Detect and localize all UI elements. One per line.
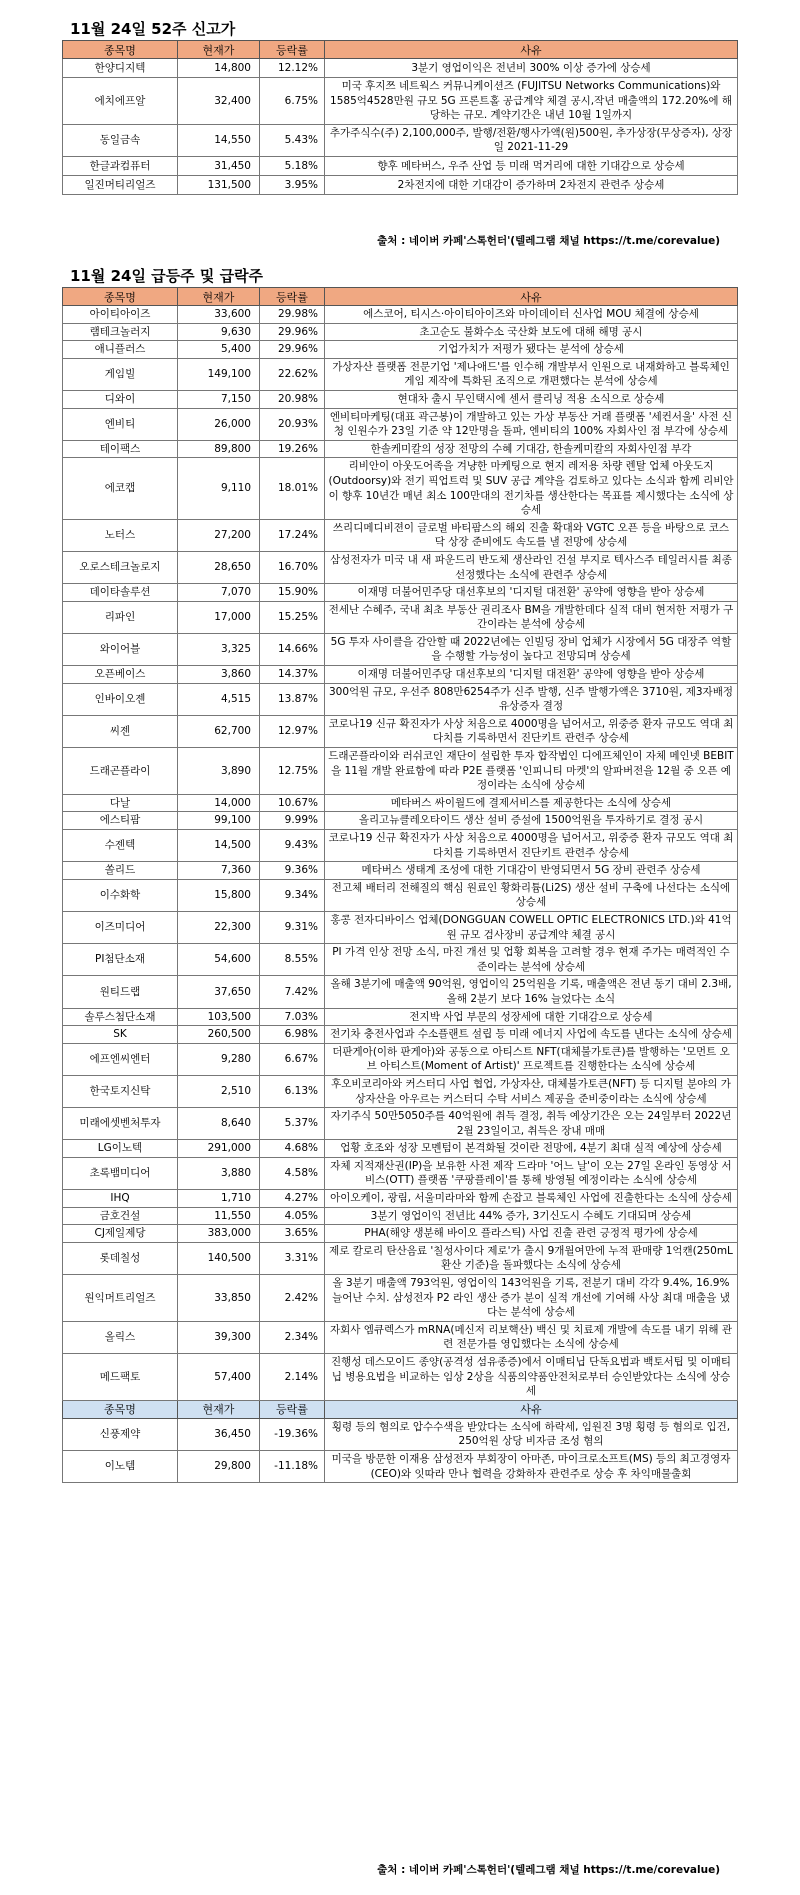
reason: 자체 지적재산권(IP)을 보유한 사전 제작 드라마 '어느 날'이 오는 27일 온라인 동영상 서비스(OTT) 플랫폼 '쿠팡플레이'를 통해 방영될 예정이라는 소식에 상승세 xyxy=(325,1157,738,1189)
change-rate: 9.34% xyxy=(260,879,325,911)
stock-name: 아이티아이즈 xyxy=(63,306,178,324)
stock-name: 신풍제약 xyxy=(63,1418,178,1450)
change-rate: 9.31% xyxy=(260,911,325,943)
stock-name: 노터스 xyxy=(63,519,178,551)
stock-name: 인바이오젠 xyxy=(63,683,178,715)
stock-name: 원티드랩 xyxy=(63,976,178,1008)
table-row xyxy=(63,1075,738,1107)
table-row xyxy=(63,601,738,633)
current-price: 33,850 xyxy=(178,1275,260,1322)
stock-name: CJ제일제당 xyxy=(63,1225,178,1243)
change-rate: 12.12% xyxy=(260,59,325,78)
change-rate: 22.62% xyxy=(260,358,325,390)
stock-name: 원익머트리얼즈 xyxy=(63,1275,178,1322)
table-row xyxy=(63,1108,738,1140)
stock-name: 와이어블 xyxy=(63,633,178,665)
change-rate: 29.96% xyxy=(260,323,325,341)
table-row xyxy=(63,879,738,911)
reason: 메타버스 생태계 조성에 대한 기대감이 반영되면서 5G 장비 관련주 상승세 xyxy=(325,862,738,880)
fall-header-row xyxy=(63,1400,738,1418)
change-rate: 17.24% xyxy=(260,519,325,551)
reason: 기업가치가 저평가 됐다는 분석에 상승세 xyxy=(325,341,738,359)
reason: 전기차 충전사업과 수소플랜트 설립 등 미래 에너지 사업에 속도를 낸다는 소식에 상승세 xyxy=(325,1026,738,1044)
current-price: 2,510 xyxy=(178,1075,260,1107)
table-row xyxy=(63,306,738,324)
column-header: 사유 xyxy=(325,1400,738,1418)
change-rate: 2.34% xyxy=(260,1321,325,1353)
current-price: 291,000 xyxy=(178,1140,260,1158)
current-price: 149,100 xyxy=(178,358,260,390)
current-price: 4,515 xyxy=(178,683,260,715)
stock-name: 금호건설 xyxy=(63,1207,178,1225)
current-price: 9,630 xyxy=(178,323,260,341)
table-row xyxy=(63,175,738,194)
current-price: 33,600 xyxy=(178,306,260,324)
current-price: 89,800 xyxy=(178,440,260,458)
change-rate: 13.87% xyxy=(260,683,325,715)
reason: 초고순도 불화수소 국산화 보도에 대해 해명 공시 xyxy=(325,323,738,341)
current-price: 14,000 xyxy=(178,794,260,812)
reason: 삼성전자가 미국 내 새 파운드리 반도체 생산라인 건설 부지로 텍사스주 테일러시를 최종 선정했다는 소식에 관련주 상승세 xyxy=(325,551,738,583)
column-header: 등락률 xyxy=(260,288,325,306)
current-price: 9,280 xyxy=(178,1043,260,1075)
reason: 업황 호조와 성장 모멘텀이 본격화될 것이란 전망에, 4분기 최대 실적 예상에 상승세 xyxy=(325,1140,738,1158)
table-header-row xyxy=(63,288,738,306)
stock-name: 램테크놀러지 xyxy=(63,323,178,341)
reason: 메타버스 싸이월드에 결제서비스를 제공한다는 소식에 상승세 xyxy=(325,794,738,812)
current-price: 17,000 xyxy=(178,601,260,633)
table-row xyxy=(63,124,738,156)
table-row xyxy=(63,794,738,812)
current-price: 62,700 xyxy=(178,715,260,747)
change-rate: -11.18% xyxy=(260,1450,325,1482)
stock-name: 이수화학 xyxy=(63,879,178,911)
reason: 미국을 방문한 이재용 삼성전자 부회장이 아마존, 마이크로소프트(MS) 등의 최고경영자(CEO)와 잇따라 만나 협력을 강화하자 관련주로 상승 후 차익매물출회 xyxy=(325,1450,738,1482)
current-price: 54,600 xyxy=(178,944,260,976)
movers-table xyxy=(62,287,738,1483)
table-row xyxy=(63,551,738,583)
change-rate: 6.98% xyxy=(260,1026,325,1044)
current-price: 22,300 xyxy=(178,911,260,943)
current-price: 37,650 xyxy=(178,976,260,1008)
table-row xyxy=(63,584,738,602)
current-price: 260,500 xyxy=(178,1026,260,1044)
change-rate: 7.03% xyxy=(260,1008,325,1026)
current-price: 103,500 xyxy=(178,1008,260,1026)
change-rate: 15.25% xyxy=(260,601,325,633)
stock-name: 수젠텍 xyxy=(63,830,178,862)
stock-name: 다날 xyxy=(63,794,178,812)
column-header: 현재가 xyxy=(178,1400,260,1418)
stock-name: 에코캡 xyxy=(63,458,178,519)
section1-title: 11월 24일 52주 신고가 xyxy=(70,20,236,38)
change-rate: 29.98% xyxy=(260,306,325,324)
new-high-table xyxy=(62,40,738,195)
reason: 현대차 출시 무인택시에 센서 클리닝 적용 소식으로 상승세 xyxy=(325,390,738,408)
change-rate: -19.36% xyxy=(260,1418,325,1450)
reason: 전고체 배터리 전해질의 핵심 원료인 황화리튬(Li2S) 생산 설비 구축에 나선다는 소식에 상승세 xyxy=(325,879,738,911)
table-row xyxy=(63,1207,738,1225)
change-rate: 5.18% xyxy=(260,156,325,175)
section2-source: 출처 : 네이버 카페'스톡헌터'(텔레그램 채널 https://t.me/corevalue) xyxy=(377,1864,720,1876)
current-price: 140,500 xyxy=(178,1242,260,1274)
table-row xyxy=(63,1008,738,1026)
table-row xyxy=(63,748,738,795)
reason: 쓰리디메디비젼이 글로벌 바티팜스의 해외 진출 확대와 VGTC 오픈 등을 바탕으로 코스닥 상장 준비에도 속도를 낼 전망에 상승세 xyxy=(325,519,738,551)
change-rate: 12.97% xyxy=(260,715,325,747)
reason: 제로 칼로리 탄산음료 '칠성사이다 제로'가 출시 9개월여만에 누적 판매량 1억캔(250mL 환산 기준)을 돌파했다는 소식에 상승세 xyxy=(325,1242,738,1274)
current-price: 28,650 xyxy=(178,551,260,583)
current-price: 7,070 xyxy=(178,584,260,602)
current-price: 3,325 xyxy=(178,633,260,665)
reason: 아이오케이, 광림, 서울미라마와 함께 손잡고 블록체인 사업에 진출한다는 소식에 상승세 xyxy=(325,1190,738,1208)
current-price: 3,860 xyxy=(178,666,260,684)
current-price: 383,000 xyxy=(178,1225,260,1243)
reason: 5G 투자 사이클을 감안할 때 2022년에는 인빌딩 장비 업체가 시장에서 5G 대장주 역할을 수행할 가능성이 높다고 전망되며 상승세 xyxy=(325,633,738,665)
change-rate: 4.58% xyxy=(260,1157,325,1189)
stock-name: PI첨단소재 xyxy=(63,944,178,976)
table-row xyxy=(63,812,738,830)
table-row xyxy=(63,911,738,943)
change-rate: 4.05% xyxy=(260,1207,325,1225)
stock-name: 한국토지신탁 xyxy=(63,1075,178,1107)
reason: 후오비코리아와 커스터디 사업 협업, 가상자산, 대체불가토큰(NFT) 등 디지털 분야의 가상자산을 아우르는 커스터디 수탁 서비스 제공을 준비중이라는 소식에 상승세 xyxy=(325,1075,738,1107)
stock-name: 롯데칠성 xyxy=(63,1242,178,1274)
change-rate: 6.67% xyxy=(260,1043,325,1075)
stock-name: 게임빌 xyxy=(63,358,178,390)
stock-name: 데이타솔루션 xyxy=(63,584,178,602)
change-rate: 2.14% xyxy=(260,1354,325,1401)
reason: 횡령 등의 혐의로 압수수색을 받았다는 소식에 하락세, 임원진 3명 횡령 등 혐의로 입건, 250억원 상당 비자금 조성 혐의 xyxy=(325,1418,738,1450)
change-rate: 12.75% xyxy=(260,748,325,795)
current-price: 1,710 xyxy=(178,1190,260,1208)
current-price: 14,550 xyxy=(178,124,260,156)
change-rate: 16.70% xyxy=(260,551,325,583)
reason: 전지박 사업 부문의 성장세에 대한 기대감으로 상승세 xyxy=(325,1008,738,1026)
table-row xyxy=(63,1354,738,1401)
stock-name: 애니플러스 xyxy=(63,341,178,359)
current-price: 3,890 xyxy=(178,748,260,795)
table-row xyxy=(63,59,738,78)
stock-name: LG이노텍 xyxy=(63,1140,178,1158)
change-rate: 18.01% xyxy=(260,458,325,519)
reason: 이재명 더불어민주당 대선후보의 '디지털 대전환' 공약에 영향을 받아 상승세 xyxy=(325,584,738,602)
reason: 더판게아(이하 판게아)와 공동으로 아티스트 NFT(대체불가토큰)를 발행하는 '모먼트 오브 아티스트(Moment of Artist)' 프로젝트를 진행한다는 소식에 상승세 xyxy=(325,1043,738,1075)
reason: 3분기 영업이익 전년比 44% 증가, 3기신도시 수혜도 기대되며 상승세 xyxy=(325,1207,738,1225)
stock-name: 이노템 xyxy=(63,1450,178,1482)
change-rate: 5.37% xyxy=(260,1108,325,1140)
current-price: 7,150 xyxy=(178,390,260,408)
table-row xyxy=(63,440,738,458)
reason: 전세난 수혜주, 국내 최초 부동산 권리조사 BM을 개발한데다 실적 대비 현저한 저평가 구간이라는 분석에 상승세 xyxy=(325,601,738,633)
change-rate: 29.96% xyxy=(260,341,325,359)
reason: 드래곤플라이와 러쉬코인 재단이 설립한 투자 합작법인 디에프체인이 자체 메인넷 BEBIT을 11월 개발 완료함에 따라 P2E 플랫폼 '인피니티 마켓'의 알파버전을 12월 중 오픈 예정이라는 소식에 상승세 xyxy=(325,748,738,795)
table-row xyxy=(63,1043,738,1075)
stock-name: 에치에프알 xyxy=(63,78,178,125)
change-rate: 8.55% xyxy=(260,944,325,976)
reason: PI 가격 인상 전망 소식, 마진 개선 및 업황 회복을 고려할 경우 현재 주가는 매력적인 수준이라는 분석에 상승세 xyxy=(325,944,738,976)
reason: 코로나19 신규 확진자가 사상 처음으로 4000명을 넘어서고, 위중증 환자 규모도 역대 최다치를 기록하면서 진단키트 관련주 상승세 xyxy=(325,715,738,747)
stock-name: 엔비티 xyxy=(63,408,178,440)
reason: 에스코어, 티시스·아이티아이즈와 마이데이터 신사업 MOU 체결에 상승세 xyxy=(325,306,738,324)
current-price: 29,800 xyxy=(178,1450,260,1482)
column-header: 종목명 xyxy=(63,1400,178,1418)
table-row xyxy=(63,1242,738,1274)
column-header: 등락률 xyxy=(260,41,325,59)
table-row xyxy=(63,666,738,684)
stock-name: 오픈베이스 xyxy=(63,666,178,684)
change-rate: 14.37% xyxy=(260,666,325,684)
reason: 추가주식수(주) 2,100,000주, 발행/전환/행사가액(원)500원, 추가상장(무상증자), 상장일 2021-11-29 xyxy=(325,124,738,156)
table-row xyxy=(63,78,738,125)
reason: 자회사 엠큐렉스가 mRNA(메신저 리보핵산) 백신 및 치료제 개발에 속도를 내기 위해 관련 전문가를 영입했다는 소식에 상승세 xyxy=(325,1321,738,1353)
column-header: 사유 xyxy=(325,288,738,306)
table-row xyxy=(63,976,738,1008)
table-row xyxy=(63,633,738,665)
reason: 진행성 데스모이드 종양(공격성 섬유종증)에서 이매티닙 단독요법과 백토서팁 및 이매티닙 병용요법을 비교하는 임상 2상을 식품의약품안전처로부터 승인받았다는 소식에 상승세 xyxy=(325,1354,738,1401)
table-row xyxy=(63,1140,738,1158)
column-header: 현재가 xyxy=(178,41,260,59)
current-price: 32,400 xyxy=(178,78,260,125)
stock-name: 메드팩토 xyxy=(63,1354,178,1401)
reason: 2차전지에 대한 기대감이 증가하며 2차전지 관련주 상승세 xyxy=(325,175,738,194)
stock-name: 솔루스첨단소재 xyxy=(63,1008,178,1026)
reason: PHA(해양 생분해 바이오 플라스틱) 사업 진출 관련 긍정적 평가에 상승세 xyxy=(325,1225,738,1243)
current-price: 131,500 xyxy=(178,175,260,194)
stock-name: 테이팩스 xyxy=(63,440,178,458)
change-rate: 20.93% xyxy=(260,408,325,440)
change-rate: 6.75% xyxy=(260,78,325,125)
current-price: 26,000 xyxy=(178,408,260,440)
reason: 미국 후지쯔 네트웍스 커뮤니케이션즈 (FUJITSU Networks Communications)와 1585억4528만원 규모 5G 프론트홀 공급계약 체결 공시,작년 매출액의 172.20%에 해당하는 규모. 계약기간은 내년 10월 1일까지 xyxy=(325,78,738,125)
reason: 올리고뉴클레오타이드 생산 설비 증설에 1500억원을 투자하기로 결정 공시 xyxy=(325,812,738,830)
table-row xyxy=(63,1157,738,1189)
table-row xyxy=(63,1225,738,1243)
change-rate: 3.65% xyxy=(260,1225,325,1243)
table-row xyxy=(63,358,738,390)
change-rate: 19.26% xyxy=(260,440,325,458)
stock-name: 미래에셋벤처투자 xyxy=(63,1108,178,1140)
column-header: 종목명 xyxy=(63,41,178,59)
table-row xyxy=(63,683,738,715)
current-price: 57,400 xyxy=(178,1354,260,1401)
stock-name: 일진머티리얼즈 xyxy=(63,175,178,194)
table-row xyxy=(63,156,738,175)
change-rate: 9.36% xyxy=(260,862,325,880)
stock-name: 에프엔씨엔터 xyxy=(63,1043,178,1075)
stock-name: 올릭스 xyxy=(63,1321,178,1353)
stock-name: 리파인 xyxy=(63,601,178,633)
current-price: 27,200 xyxy=(178,519,260,551)
stock-name: 한양디지텍 xyxy=(63,59,178,78)
current-price: 15,800 xyxy=(178,879,260,911)
reason: 향후 메타버스, 우주 산업 등 미래 먹거리에 대한 기대감으로 상승세 xyxy=(325,156,738,175)
current-price: 8,640 xyxy=(178,1108,260,1140)
reason: 리비안이 아웃도어족을 겨냥한 마케팅으로 현지 레저용 차량 렌탈 업체 아웃도지(Outdoorsy)와 전기 픽업트럭 및 SUV 공급 계약을 검토하고 있다는 소식과 함께 리비안이 향후 10년간 매년 최소 100만대의 전기차를 생산한다는 목표를 제시했다는 소식에 상승세 xyxy=(325,458,738,519)
change-rate: 10.67% xyxy=(260,794,325,812)
stock-name: 동일금속 xyxy=(63,124,178,156)
change-rate: 3.95% xyxy=(260,175,325,194)
table-row xyxy=(63,1321,738,1353)
stock-name: 한글과컴퓨터 xyxy=(63,156,178,175)
reason: 자기주식 50만5050주를 40억원에 취득 결정, 취득 예상기간은 오는 24일부터 2022년 2월 23일이고, 취득은 장내 매매 xyxy=(325,1108,738,1140)
reason: 올해 3분기에 매출액 90억원, 영업이익 25억원을 기록, 매출액은 전년 동기 대비 2.3배, 올해 2분기 보다 16% 늘었다는 소식 xyxy=(325,976,738,1008)
change-rate: 5.43% xyxy=(260,124,325,156)
current-price: 14,800 xyxy=(178,59,260,78)
reason: 한솔케미칼의 성장 전망의 수혜 기대감, 한솔케미칼의 자회사인점 부각 xyxy=(325,440,738,458)
current-price: 39,300 xyxy=(178,1321,260,1353)
table-row xyxy=(63,341,738,359)
current-price: 3,880 xyxy=(178,1157,260,1189)
stock-name: 디와이 xyxy=(63,390,178,408)
table-row xyxy=(63,519,738,551)
column-header: 현재가 xyxy=(178,288,260,306)
table-row xyxy=(63,408,738,440)
table-row xyxy=(63,715,738,747)
table-row xyxy=(63,862,738,880)
table-row xyxy=(63,1190,738,1208)
change-rate: 9.43% xyxy=(260,830,325,862)
stock-name: 이즈미디어 xyxy=(63,911,178,943)
change-rate: 15.90% xyxy=(260,584,325,602)
current-price: 99,100 xyxy=(178,812,260,830)
table-row xyxy=(63,323,738,341)
reason: 올 3분기 매출액 793억원, 영업이익 143억원을 기록, 전분기 대비 각각 9.4%, 16.9% 늘어난 수치. 삼성전자 P2 라인 생산 증가 분이 실적 개선에 기여해 사상 최대 매출을 냈다는 분석에 상승세 xyxy=(325,1275,738,1322)
table-row xyxy=(63,1450,738,1482)
reason: 가상자산 플랫폼 전문기업 '제나애드'를 인수해 개발부서 인원으로 내재화하고 블록체인 게임 제작에 특화된 조직으로 개편했다는 분석에 상승세 xyxy=(325,358,738,390)
change-rate: 9.99% xyxy=(260,812,325,830)
current-price: 7,360 xyxy=(178,862,260,880)
reason: 엔비티마케팅(대표 곽근봉)이 개발하고 있는 가상 부동산 거래 플랫폼 '세컨서울' 사전 신청 인원수가 23일 기준 약 12만명을 돌파, 엔비티의 100% 자회사인 점 부각에 상승세 xyxy=(325,408,738,440)
table-row xyxy=(63,1418,738,1450)
stock-name: 에스티팜 xyxy=(63,812,178,830)
change-rate: 2.42% xyxy=(260,1275,325,1322)
table-row xyxy=(63,390,738,408)
reason: 300억원 규모, 우선주 808만6254주가 신주 발행, 신주 발행가액은 3710원, 제3자배정 유상증자 결정 xyxy=(325,683,738,715)
stock-name: 초록뱀미디어 xyxy=(63,1157,178,1189)
table-header-row xyxy=(63,41,738,59)
table-row xyxy=(63,830,738,862)
stock-name: SK xyxy=(63,1026,178,1044)
reason: 코로나19 신규 확진자가 사상 처음으로 4000명을 넘어서고, 위중증 환자 규모도 역대 최다치를 기록하면서 진단키트 관련주 상승세 xyxy=(325,830,738,862)
table-row xyxy=(63,1275,738,1322)
stock-name: 씨젠 xyxy=(63,715,178,747)
reason: 3분기 영업이익은 전년비 300% 이상 증가에 상승세 xyxy=(325,59,738,78)
table-row xyxy=(63,458,738,519)
current-price: 11,550 xyxy=(178,1207,260,1225)
stock-name: IHQ xyxy=(63,1190,178,1208)
change-rate: 20.98% xyxy=(260,390,325,408)
section1-source: 출처 : 네이버 카페'스톡헌터'(텔레그램 채널 https://t.me/corevalue) xyxy=(377,235,720,247)
stock-name: 드래곤플라이 xyxy=(63,748,178,795)
column-header: 등락률 xyxy=(260,1400,325,1418)
reason: 홍콩 전자디바이스 업체(DONGGUAN COWELL OPTIC ELECTRONICS LTD.)와 41억원 규모 검사장비 공급계약 체결 공시 xyxy=(325,911,738,943)
current-price: 5,400 xyxy=(178,341,260,359)
table-row xyxy=(63,944,738,976)
current-price: 14,500 xyxy=(178,830,260,862)
change-rate: 14.66% xyxy=(260,633,325,665)
change-rate: 4.27% xyxy=(260,1190,325,1208)
current-price: 9,110 xyxy=(178,458,260,519)
stock-name: 쏠리드 xyxy=(63,862,178,880)
reason: 이재명 더불어민주당 대선후보의 '디지털 대전환' 공약에 영향을 받아 상승세 xyxy=(325,666,738,684)
column-header: 종목명 xyxy=(63,288,178,306)
change-rate: 4.68% xyxy=(260,1140,325,1158)
current-price: 31,450 xyxy=(178,156,260,175)
column-header: 사유 xyxy=(325,41,738,59)
change-rate: 6.13% xyxy=(260,1075,325,1107)
table-row xyxy=(63,1026,738,1044)
change-rate: 7.42% xyxy=(260,976,325,1008)
current-price: 36,450 xyxy=(178,1418,260,1450)
change-rate: 3.31% xyxy=(260,1242,325,1274)
section2-title: 11월 24일 급등주 및 급락주 xyxy=(70,267,264,285)
stock-name: 오로스테크놀로지 xyxy=(63,551,178,583)
